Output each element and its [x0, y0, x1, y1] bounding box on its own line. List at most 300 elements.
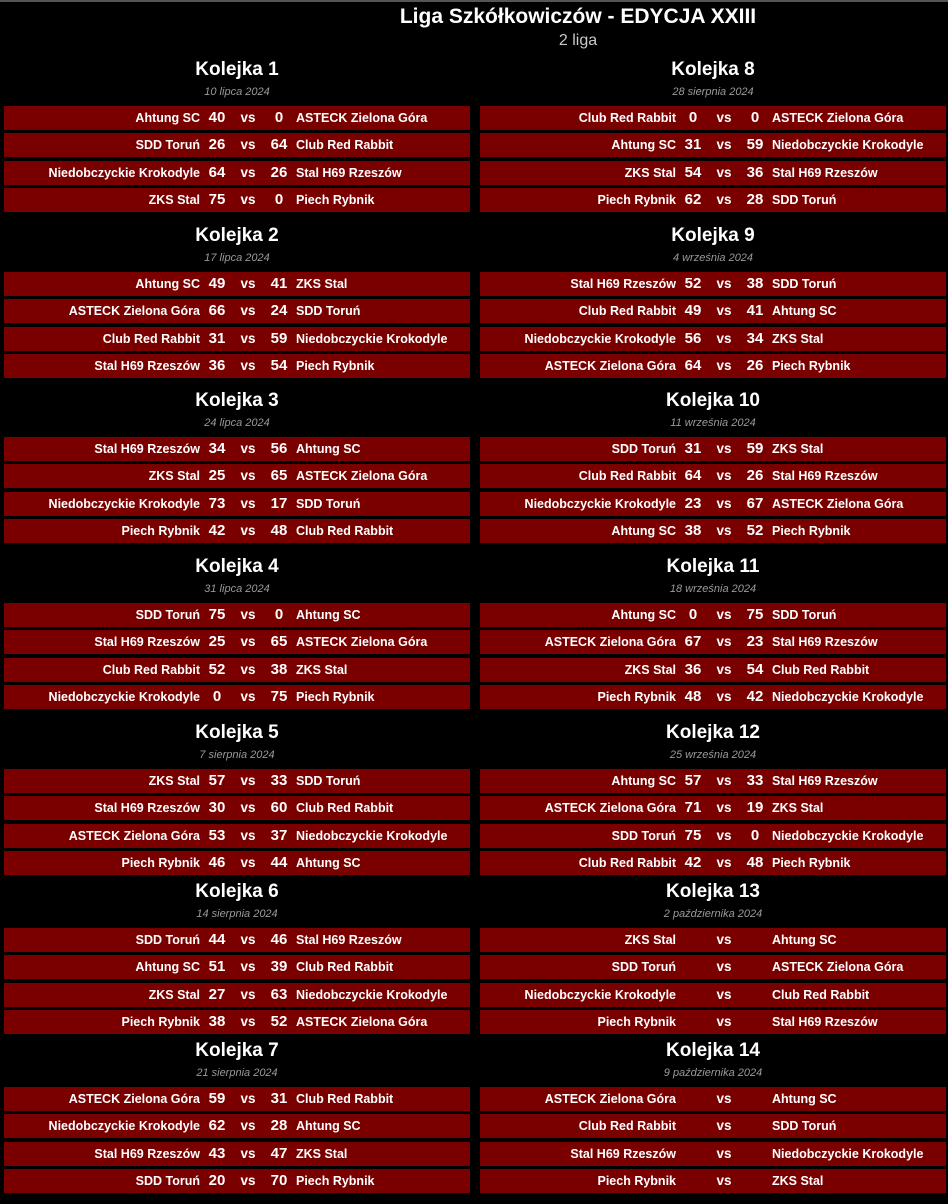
vs-label: vs — [240, 358, 256, 373]
match-row — [4, 161, 470, 185]
home-team: ASTECK Zielona Góra — [68, 304, 200, 318]
away-team: Club Red Rabbit — [296, 801, 394, 815]
vs-label: vs — [716, 932, 732, 947]
home-score: 62 — [684, 191, 702, 208]
home-team: Club Red Rabbit — [578, 856, 676, 870]
away-score: 31 — [270, 1090, 288, 1107]
home-score: 51 — [208, 958, 226, 975]
away-score: 0 — [274, 109, 284, 126]
away-score: 44 — [270, 854, 288, 871]
home-team: Club Red Rabbit — [578, 469, 676, 483]
match-row — [480, 928, 946, 952]
home-score: 71 — [684, 799, 702, 816]
home-team: Club Red Rabbit — [102, 663, 200, 677]
match-row — [4, 769, 470, 793]
home-team: Piech Rybnik — [597, 1174, 676, 1188]
away-team: Ahtung SC — [296, 442, 361, 456]
vs-label: vs — [716, 441, 732, 456]
vs-label: vs — [240, 800, 256, 815]
home-score: 75 — [208, 606, 226, 623]
away-team: Stal H69 Rzeszów — [772, 166, 878, 180]
away-team: ASTECK Zielona Góra — [296, 635, 428, 649]
away-score: 63 — [270, 986, 288, 1003]
away-team: Piech Rybnik — [296, 1174, 375, 1188]
match-row — [4, 519, 470, 543]
away-score: 23 — [746, 633, 764, 650]
home-score: 25 — [208, 467, 226, 484]
round-title: Kolejka 2 — [195, 225, 279, 246]
match-row — [4, 824, 470, 848]
vs-label: vs — [716, 689, 732, 704]
home-score: 26 — [208, 136, 226, 153]
round-date: 7 sierpnia 2024 — [199, 749, 275, 761]
home-team: SDD Toruń — [611, 442, 676, 456]
round-date: 17 lipca 2024 — [204, 252, 270, 264]
away-score: 47 — [270, 1145, 288, 1162]
vs-label: vs — [240, 165, 256, 180]
away-score: 42 — [746, 688, 764, 705]
home-team: Ahtung SC — [611, 608, 676, 622]
home-score: 75 — [208, 191, 226, 208]
home-team: Club Red Rabbit — [578, 111, 676, 125]
home-score: 23 — [684, 495, 702, 512]
home-score: 0 — [212, 688, 222, 705]
home-score: 36 — [208, 357, 226, 374]
match-row — [4, 796, 470, 820]
away-score: 75 — [270, 688, 288, 705]
away-team: ZKS Stal — [296, 277, 348, 291]
match-row — [480, 769, 946, 793]
home-team: Club Red Rabbit — [102, 332, 200, 346]
home-team: Niedobczyckie Krokodyle — [524, 497, 676, 511]
away-team: SDD Toruń — [296, 497, 361, 511]
away-score: 65 — [270, 467, 288, 484]
match-row — [4, 1010, 470, 1034]
match-row — [4, 327, 470, 351]
round-title: Kolejka 8 — [671, 59, 755, 80]
away-score: 48 — [746, 854, 764, 871]
home-team: Niedobczyckie Krokodyle — [524, 988, 676, 1002]
round-date: 14 sierpnia 2024 — [196, 908, 278, 920]
away-score: 48 — [270, 522, 288, 539]
home-team: ASTECK Zielona Góra — [544, 359, 676, 373]
away-team: ZKS Stal — [772, 1174, 824, 1188]
away-team: ZKS Stal — [772, 801, 824, 815]
home-score: 53 — [208, 827, 226, 844]
match-row — [480, 519, 946, 543]
round-date: 25 września 2024 — [669, 749, 757, 761]
home-score: 57 — [208, 772, 226, 789]
home-team: Stal H69 Rzeszów — [570, 277, 676, 291]
home-score: 34 — [208, 440, 226, 457]
match-row — [480, 1169, 946, 1193]
away-team: ASTECK Zielona Góra — [296, 111, 428, 125]
vs-label: vs — [716, 523, 732, 538]
away-team: SDD Toruń — [296, 774, 361, 788]
home-score: 64 — [208, 164, 226, 181]
away-score: 59 — [270, 330, 288, 347]
home-team: SDD Toruń — [135, 138, 200, 152]
vs-label: vs — [240, 468, 256, 483]
away-score: 0 — [274, 606, 284, 623]
away-team: Ahtung SC — [772, 933, 837, 947]
away-score: 70 — [270, 1172, 288, 1189]
match-row — [4, 630, 470, 654]
vs-label: vs — [240, 441, 256, 456]
home-team: Piech Rybnik — [121, 856, 200, 870]
round-date: 18 września 2024 — [669, 583, 757, 595]
away-team: Ahtung SC — [772, 1092, 837, 1106]
match-row — [4, 1142, 470, 1166]
home-score: 66 — [208, 302, 226, 319]
home-team: Piech Rybnik — [597, 690, 676, 704]
home-team: SDD Toruń — [135, 1174, 200, 1188]
vs-label: vs — [240, 1118, 256, 1133]
match-row — [480, 955, 946, 979]
home-score: 64 — [684, 357, 702, 374]
vs-label: vs — [716, 496, 732, 511]
away-team: Ahtung SC — [296, 1119, 361, 1133]
away-score: 33 — [746, 772, 764, 789]
match-row — [480, 106, 946, 130]
vs-label: vs — [240, 110, 256, 125]
match-row — [480, 272, 946, 296]
top-border — [0, 0, 948, 2]
home-score: 30 — [208, 799, 226, 816]
away-score: 59 — [746, 136, 764, 153]
round-title: Kolejka 5 — [195, 722, 279, 743]
home-score: 43 — [208, 1145, 226, 1162]
home-team: ASTECK Zielona Góra — [544, 801, 676, 815]
away-team: Stal H69 Rzeszów — [296, 166, 402, 180]
home-score: 59 — [208, 1090, 226, 1107]
home-score: 52 — [684, 275, 702, 292]
away-score: 41 — [746, 302, 764, 319]
home-team: ZKS Stal — [624, 933, 676, 947]
match-row — [480, 161, 946, 185]
match-row — [480, 437, 946, 461]
match-row — [480, 188, 946, 212]
home-team: SDD Toruń — [135, 608, 200, 622]
away-team: Club Red Rabbit — [296, 960, 394, 974]
vs-label: vs — [716, 773, 732, 788]
home-team: ZKS Stal — [148, 774, 200, 788]
match-row — [480, 354, 946, 378]
match-row — [480, 1114, 946, 1138]
vs-label: vs — [240, 932, 256, 947]
vs-label: vs — [716, 358, 732, 373]
away-team: Ahtung SC — [296, 856, 361, 870]
match-row — [4, 272, 470, 296]
home-team: Ahtung SC — [135, 277, 200, 291]
match-row — [4, 299, 470, 323]
away-team: ZKS Stal — [296, 663, 348, 677]
away-team: Club Red Rabbit — [772, 663, 870, 677]
match-row — [480, 464, 946, 488]
home-team: Niedobczyckie Krokodyle — [48, 497, 200, 511]
away-score: 0 — [274, 191, 284, 208]
away-team: Piech Rybnik — [296, 193, 375, 207]
away-team: Stal H69 Rzeszów — [772, 469, 878, 483]
round-title: Kolejka 14 — [666, 1040, 760, 1061]
round-title: Kolejka 13 — [666, 881, 760, 902]
away-team: SDD Toruń — [772, 193, 837, 207]
home-score: 44 — [208, 931, 226, 948]
away-team: Stal H69 Rzeszów — [772, 635, 878, 649]
round-title: Kolejka 11 — [666, 556, 760, 577]
away-score: 54 — [746, 661, 764, 678]
vs-label: vs — [240, 276, 256, 291]
vs-label: vs — [240, 303, 256, 318]
home-team: Ahtung SC — [135, 960, 200, 974]
home-team: ZKS Stal — [624, 166, 676, 180]
away-team: Club Red Rabbit — [296, 1092, 394, 1106]
away-team: SDD Toruń — [296, 304, 361, 318]
away-team: Piech Rybnik — [296, 690, 375, 704]
home-score: 57 — [684, 772, 702, 789]
vs-label: vs — [716, 855, 732, 870]
match-row — [480, 851, 946, 875]
page-title: Liga Szkółkowiczów - EDYCJA XXIII — [399, 5, 757, 28]
home-score: 38 — [208, 1013, 226, 1030]
home-score: 54 — [684, 164, 702, 181]
match-row — [480, 603, 946, 627]
match-row — [480, 796, 946, 820]
match-row — [480, 1087, 946, 1111]
match-row — [4, 851, 470, 875]
round-date: 28 sierpnia 2024 — [672, 86, 754, 98]
match-row — [480, 824, 946, 848]
away-score: 37 — [270, 827, 288, 844]
vs-label: vs — [240, 662, 256, 677]
away-team: Club Red Rabbit — [296, 138, 394, 152]
vs-label: vs — [240, 496, 256, 511]
vs-label: vs — [716, 331, 732, 346]
away-score: 17 — [270, 495, 288, 512]
away-score: 39 — [270, 958, 288, 975]
away-team: Ahtung SC — [772, 304, 837, 318]
vs-label: vs — [716, 1091, 732, 1106]
vs-label: vs — [716, 987, 732, 1002]
away-score: 67 — [746, 495, 764, 512]
away-team: Niedobczyckie Krokodyle — [772, 690, 924, 704]
home-score: 31 — [684, 136, 702, 153]
vs-label: vs — [716, 192, 732, 207]
round-title: Kolejka 12 — [666, 722, 760, 743]
home-score: 25 — [208, 633, 226, 650]
vs-label: vs — [716, 1118, 732, 1133]
away-team: Stal H69 Rzeszów — [296, 933, 402, 947]
away-team: Piech Rybnik — [772, 359, 851, 373]
home-team: Niedobczyckie Krokodyle — [524, 332, 676, 346]
home-team: Stal H69 Rzeszów — [94, 442, 200, 456]
away-team: ASTECK Zielona Góra — [772, 111, 904, 125]
home-score: 73 — [208, 495, 226, 512]
vs-label: vs — [716, 959, 732, 974]
home-score: 56 — [684, 330, 702, 347]
home-team: Club Red Rabbit — [578, 1119, 676, 1133]
away-team: Niedobczyckie Krokodyle — [296, 829, 448, 843]
away-team: Niedobczyckie Krokodyle — [772, 138, 924, 152]
away-score: 59 — [746, 440, 764, 457]
away-score: 75 — [746, 606, 764, 623]
away-score: 28 — [746, 191, 764, 208]
vs-label: vs — [240, 137, 256, 152]
home-team: Piech Rybnik — [121, 1015, 200, 1029]
away-score: 26 — [746, 357, 764, 374]
home-score: 49 — [684, 302, 702, 319]
home-team: Ahtung SC — [611, 524, 676, 538]
vs-label: vs — [716, 137, 732, 152]
match-row — [4, 1169, 470, 1193]
vs-label: vs — [240, 1173, 256, 1188]
away-team: SDD Toruń — [772, 277, 837, 291]
home-team: ZKS Stal — [624, 663, 676, 677]
match-row — [4, 658, 470, 682]
vs-label: vs — [716, 303, 732, 318]
round-date: 11 września 2024 — [670, 417, 756, 429]
away-score: 33 — [270, 772, 288, 789]
home-score: 75 — [684, 827, 702, 844]
round-date: 2 października 2024 — [663, 908, 763, 920]
home-team: Stal H69 Rzeszów — [94, 359, 200, 373]
away-team: Club Red Rabbit — [296, 524, 394, 538]
match-row — [480, 630, 946, 654]
home-team: Stal H69 Rzeszów — [94, 801, 200, 815]
match-row — [4, 437, 470, 461]
home-team: ASTECK Zielona Góra — [68, 1092, 200, 1106]
vs-label: vs — [240, 828, 256, 843]
vs-label: vs — [716, 468, 732, 483]
page-subtitle: 2 liga — [558, 32, 598, 49]
away-score: 65 — [270, 633, 288, 650]
home-score: 64 — [684, 467, 702, 484]
round-title: Kolejka 7 — [195, 1040, 279, 1061]
vs-label: vs — [716, 1146, 732, 1161]
match-row — [4, 464, 470, 488]
away-score: 24 — [270, 302, 288, 319]
vs-label: vs — [716, 276, 732, 291]
vs-label: vs — [716, 607, 732, 622]
away-team: ZKS Stal — [772, 332, 824, 346]
away-score: 52 — [746, 522, 764, 539]
home-team: Piech Rybnik — [597, 193, 676, 207]
home-score: 52 — [208, 661, 226, 678]
round-title: Kolejka 4 — [195, 556, 279, 577]
home-team: ASTECK Zielona Góra — [544, 635, 676, 649]
vs-label: vs — [240, 331, 256, 346]
match-row — [480, 983, 946, 1007]
away-score: 36 — [746, 164, 764, 181]
away-team: SDD Toruń — [772, 608, 837, 622]
match-row — [4, 188, 470, 212]
home-team: Stal H69 Rzeszów — [570, 1147, 676, 1161]
home-score: 46 — [208, 854, 226, 871]
vs-label: vs — [240, 855, 256, 870]
round-date: 24 lipca 2024 — [204, 417, 270, 429]
match-row — [4, 133, 470, 157]
home-team: Stal H69 Rzeszów — [94, 1147, 200, 1161]
vs-label: vs — [240, 689, 256, 704]
round-title: Kolejka 3 — [195, 390, 279, 411]
vs-label: vs — [240, 192, 256, 207]
match-row — [480, 658, 946, 682]
home-team: ZKS Stal — [148, 988, 200, 1002]
away-team: ZKS Stal — [296, 1147, 348, 1161]
away-team: Niedobczyckie Krokodyle — [772, 1147, 924, 1161]
home-team: Ahtung SC — [611, 774, 676, 788]
away-score: 60 — [270, 799, 288, 816]
vs-label: vs — [240, 959, 256, 974]
vs-label: vs — [240, 523, 256, 538]
match-row — [4, 492, 470, 516]
away-score: 46 — [270, 931, 288, 948]
match-row — [480, 492, 946, 516]
home-team: Niedobczyckie Krokodyle — [48, 1119, 200, 1133]
home-score: 49 — [208, 275, 226, 292]
vs-label: vs — [240, 1014, 256, 1029]
vs-label: vs — [716, 828, 732, 843]
match-row — [4, 106, 470, 130]
home-team: SDD Toruń — [611, 829, 676, 843]
away-team: Piech Rybnik — [772, 856, 851, 870]
home-team: ASTECK Zielona Góra — [68, 829, 200, 843]
vs-label: vs — [716, 1014, 732, 1029]
away-team: Piech Rybnik — [296, 359, 375, 373]
home-score: 31 — [684, 440, 702, 457]
match-row — [4, 928, 470, 952]
match-row — [4, 1114, 470, 1138]
away-score: 28 — [270, 1117, 288, 1134]
home-score: 48 — [684, 688, 702, 705]
match-row — [4, 603, 470, 627]
away-team: Stal H69 Rzeszów — [772, 774, 878, 788]
match-row — [480, 1010, 946, 1034]
vs-label: vs — [240, 634, 256, 649]
vs-label: vs — [716, 800, 732, 815]
vs-label: vs — [716, 662, 732, 677]
home-team: Niedobczyckie Krokodyle — [48, 690, 200, 704]
away-score: 26 — [270, 164, 288, 181]
match-row — [4, 1087, 470, 1111]
home-team: ZKS Stal — [148, 469, 200, 483]
home-team: SDD Toruń — [135, 933, 200, 947]
away-team: Niedobczyckie Krokodyle — [296, 988, 448, 1002]
home-team: Niedobczyckie Krokodyle — [48, 166, 200, 180]
away-score: 41 — [270, 275, 288, 292]
match-row — [480, 327, 946, 351]
home-team: Stal H69 Rzeszów — [94, 635, 200, 649]
home-team: Ahtung SC — [611, 138, 676, 152]
home-score: 0 — [688, 606, 698, 623]
away-score: 19 — [746, 799, 764, 816]
away-team: Stal H69 Rzeszów — [772, 1015, 878, 1029]
vs-label: vs — [716, 1173, 732, 1188]
vs-label: vs — [716, 165, 732, 180]
away-team: SDD Toruń — [772, 1119, 837, 1133]
home-score: 62 — [208, 1117, 226, 1134]
match-row — [480, 1142, 946, 1166]
vs-label: vs — [240, 1146, 256, 1161]
home-score: 27 — [208, 986, 226, 1003]
away-score: 26 — [746, 467, 764, 484]
round-date: 10 lipca 2024 — [204, 86, 270, 98]
home-score: 31 — [208, 330, 226, 347]
vs-label: vs — [716, 634, 732, 649]
home-team: ASTECK Zielona Góra — [544, 1092, 676, 1106]
away-score: 64 — [270, 136, 288, 153]
round-date: 4 września 2024 — [672, 252, 754, 264]
